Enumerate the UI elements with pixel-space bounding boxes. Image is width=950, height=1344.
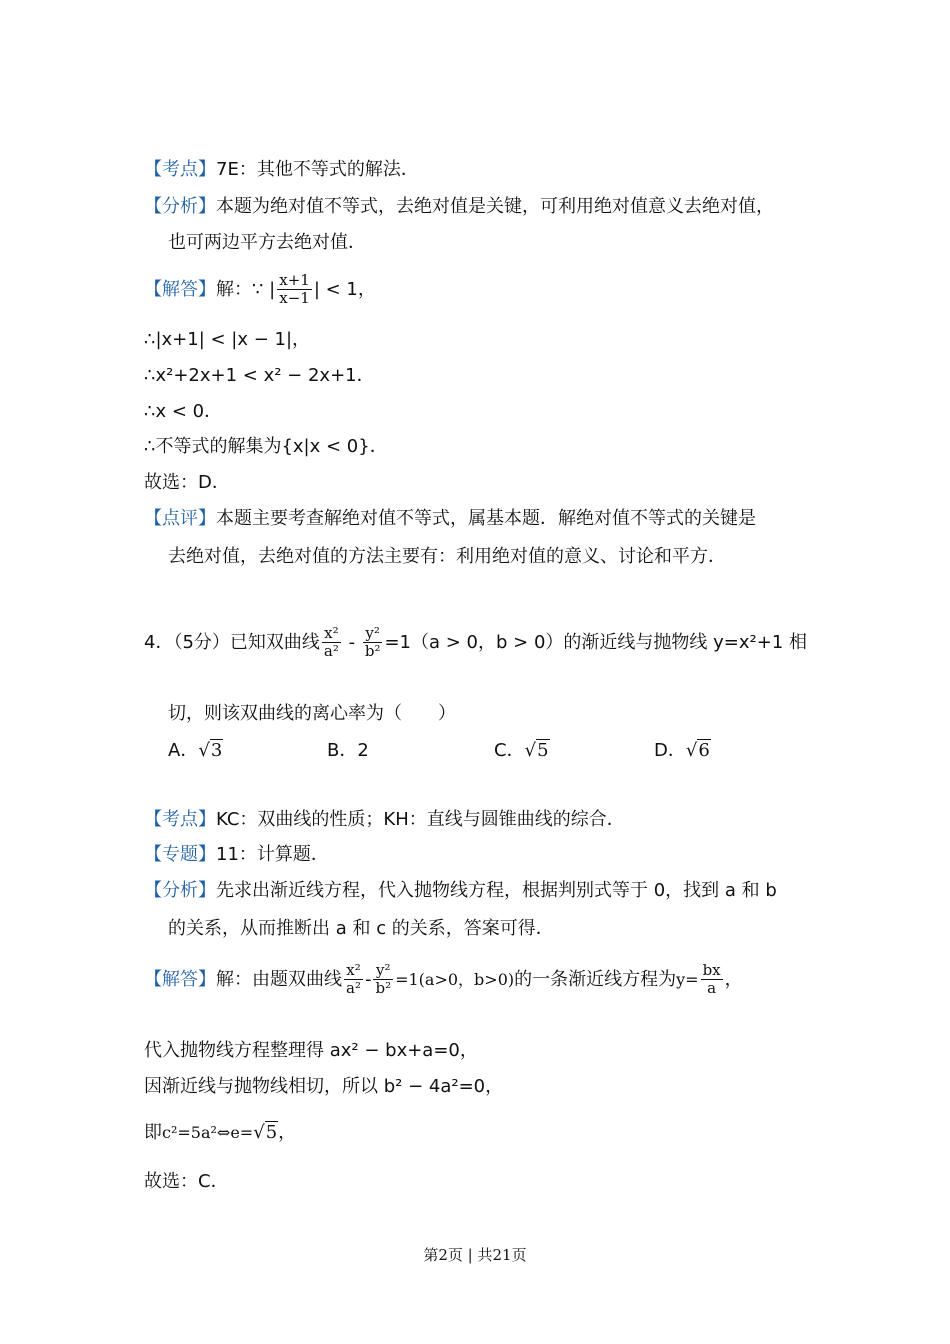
minus-sign: - [364, 968, 372, 990]
asymptote-frac [701, 962, 723, 998]
option-d [654, 742, 711, 760]
sqrt-symbol: √3 [198, 740, 223, 761]
p3-fenxi [144, 198, 774, 216]
frac-numerator: y² [373, 962, 393, 980]
p3-step2: ∴x²+2x+1 < x² − 2x+1． [144, 365, 375, 386]
fenxi-tag: 【分析】 [144, 196, 216, 217]
option-b [327, 742, 369, 760]
jieda-end: ， [724, 968, 743, 990]
step3-prefix: 即 [144, 1122, 162, 1143]
abs-fraction [277, 272, 312, 308]
jieda-prefix: 解：∵ | [216, 278, 276, 300]
p3-step1: ∴|x+1| < |x − 1|， [144, 329, 311, 350]
jieda-tag: 【解答】 [144, 278, 216, 300]
jieda-condition: =1(a>0，b>0) [395, 969, 515, 989]
asymptote-y: y= [676, 969, 699, 989]
zhuanti-text: 11：计算题． [216, 844, 329, 865]
q4-kaodian [144, 811, 625, 829]
q4-stem-line2: 切，则该双曲线的离心率为（ ） [168, 703, 456, 724]
p3-choice: 故选：D． [144, 472, 230, 493]
option-label: B． [327, 740, 358, 761]
step3-math: c²=5a²⇔e= [162, 1123, 254, 1142]
frac-numerator: bx [702, 961, 721, 979]
q4-step2: 因渐近线与抛物线相切，所以 b² − 4a²=0， [144, 1076, 504, 1097]
option-label: C． [494, 740, 525, 761]
frac-denominator: a² [346, 979, 361, 998]
option-value: 3 [210, 740, 223, 761]
q4-stem [144, 625, 807, 661]
option-value: 5 [537, 740, 549, 761]
q4-jieda-frac-y [373, 962, 393, 998]
frac-numerator: x+1 [279, 271, 310, 289]
sqrt-symbol: √5 [253, 1122, 278, 1143]
kaodian-text: KC：双曲线的性质；KH：直线与圆锥曲线的综合． [216, 809, 625, 830]
p3-dianping [144, 510, 756, 528]
frac-numerator: y² [363, 625, 383, 643]
option-c [494, 742, 550, 760]
q4-stem-suffix: =1（a > 0，b > 0）的渐近线与抛物线 y=x²+1 相 [384, 631, 807, 653]
sqrt-symbol: √5 [524, 740, 549, 761]
frac-denominator: b² [364, 642, 381, 661]
q4-minus: - [348, 631, 356, 653]
p3-jieda [144, 272, 376, 308]
q4-frac-y [363, 625, 383, 661]
frac-denominator: b² [375, 979, 392, 998]
option-value: 2 [357, 740, 369, 761]
kaodian-tag: 【考点】 [144, 809, 216, 830]
q4-step3 [144, 1124, 296, 1142]
option-label: D． [654, 740, 686, 761]
q4-zhuanti [144, 846, 329, 864]
p3-dianping-cont: 去绝对值，去绝对值的方法主要有：利用绝对值的意义、讨论和平方． [168, 546, 726, 567]
jieda-suffix: | < 1， [313, 278, 376, 300]
q4-choice: 故选：C． [144, 1171, 229, 1192]
sqrt-radicand: 5 [265, 1122, 278, 1143]
fenxi-tag: 【分析】 [144, 880, 216, 901]
q4-step1: 代入抛物线方程整理得 ax² − bx+a=0， [144, 1040, 478, 1061]
jieda-prefix: 解：由题双曲线 [216, 968, 342, 990]
q4-frac-x [322, 625, 341, 661]
p3-step4: ∴不等式的解集为{x|x < 0}． [144, 436, 388, 457]
frac-numerator: x² [344, 962, 363, 980]
dianping-tag: 【点评】 [144, 508, 216, 529]
frac-denominator: a² [323, 642, 339, 661]
p3-kaodian [144, 161, 419, 179]
sqrt-symbol: √6 [685, 740, 710, 761]
p3-step3: ∴x < 0． [144, 401, 223, 422]
jieda-text: 的一条渐近线方程为 [514, 968, 677, 990]
p3-fenxi-cont: 也可两边平方去绝对值． [168, 232, 366, 253]
frac-numerator: x² [322, 625, 341, 643]
step3-end: ， [278, 1122, 297, 1143]
jieda-tag: 【解答】 [144, 968, 216, 990]
q4-jieda [144, 962, 743, 998]
q4-jieda-frac-x [344, 962, 363, 998]
kaodian-tag: 【考点】 [144, 159, 216, 180]
q4-fenxi-cont: 的关系，从而推断出 a 和 c 的关系，答案可得． [168, 918, 554, 939]
option-value: 6 [698, 740, 710, 761]
kaodian-text: 7E：其他不等式的解法． [216, 159, 419, 180]
option-label: A． [168, 740, 199, 761]
fenxi-text: 先求出渐近线方程，代入抛物线方程，根据判别式等于 0，找到 a 和 b [216, 880, 777, 901]
zhuanti-tag: 【专题】 [144, 844, 216, 865]
option-a [168, 742, 223, 760]
q4-fenxi [144, 882, 777, 900]
frac-denominator: x−1 [279, 289, 310, 308]
dianping-text: 本题主要考查解绝对值不等式，属基本题．解绝对值不等式的关键是 [216, 508, 756, 529]
fenxi-text: 本题为绝对值不等式，去绝对值是关键，可利用绝对值意义去绝对值， [216, 196, 774, 217]
page-footer: 第2页 | 共21页 [423, 1246, 527, 1264]
frac-denominator: a [707, 979, 717, 998]
q4-stem-prefix: 4．（5分）已知双曲线 [144, 631, 320, 653]
